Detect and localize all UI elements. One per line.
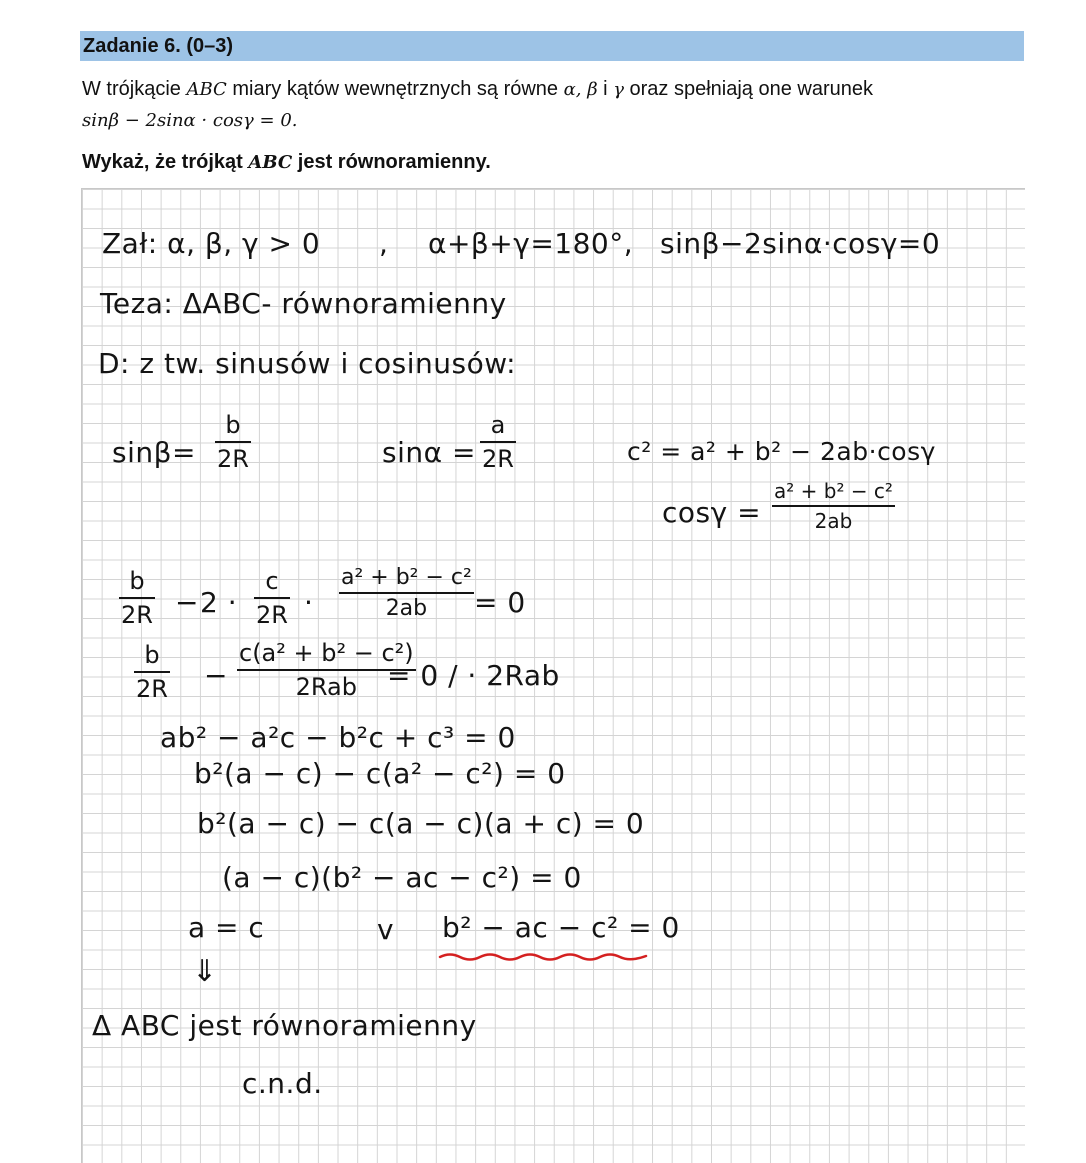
step3: ab² − a²c − b²c + c³ = 0 (160, 721, 516, 754)
fraction-bar (134, 671, 170, 673)
step1-f3-den: 2ab (385, 596, 428, 621)
step1-f2-num: c (265, 567, 279, 595)
step2-fraction-b (134, 641, 170, 703)
assumptions: Zał: α, β, γ > 0 (102, 227, 321, 260)
cos-gamma-den: 2ab (814, 509, 853, 533)
cos-gamma-lhs: cosγ = (662, 496, 762, 529)
step2-f1-den: 2R (136, 675, 168, 703)
qed: c.n.d. (242, 1067, 323, 1100)
sin-alpha-den: 2R (482, 445, 514, 473)
fraction-bar (772, 505, 895, 507)
sin-beta-num: b (225, 411, 241, 439)
step4: b²(a − c) − c(a² − c²) = 0 (194, 757, 566, 790)
triangle-abc-label: ABC (186, 79, 227, 100)
law-of-cosines: c² = a² + b² − 2ab·cosγ (627, 437, 936, 466)
prove-text-1: Wykaż, że trójkąt (82, 151, 249, 173)
statement-text-4: oraz spełniają one warunek (623, 78, 873, 100)
step1-f2-den: 2R (256, 601, 288, 629)
fraction-bar (215, 441, 251, 443)
step5: b²(a − c) − c(a − c)(a + c) = 0 (197, 807, 645, 840)
angle-gamma: γ (613, 79, 624, 100)
angles-alpha-beta: α, β (563, 79, 598, 100)
step1-f3-num: a² + b² − c² (341, 565, 472, 590)
implies-arrow: ⇓ (192, 954, 218, 989)
step1-dot: · (304, 586, 314, 619)
step1-f1-num: b (129, 567, 145, 595)
answer-grid (81, 188, 1025, 1163)
step1-two: 2 · (200, 586, 238, 619)
conclusion: Δ ABC jest równoramienny (92, 1009, 477, 1042)
step1-equals: = 0 (474, 586, 526, 619)
sin-alpha-num: a (490, 411, 506, 439)
statement-text-1: W trójkącie (82, 78, 187, 100)
step1-f1-den: 2R (121, 601, 153, 629)
sin-beta-fraction (215, 411, 251, 473)
prove-instruction (82, 148, 491, 177)
fraction-bar (480, 441, 516, 443)
step1-fraction-c (254, 567, 290, 629)
statement-text-3: i (597, 78, 614, 100)
cos-gamma-fraction (772, 479, 895, 533)
case-a-equals-c: a = c (188, 911, 265, 944)
prove-abc-label: ABC (248, 152, 293, 173)
case-second: b² − ac − c² = 0 (442, 911, 680, 944)
step1-minus: − (175, 586, 199, 619)
given-condition: sinβ−2sinα·cosγ=0 (660, 227, 941, 260)
step6: (a − c)(b² − ac − c²) = 0 (222, 861, 582, 894)
cos-gamma-num: a² + b² − c² (774, 479, 893, 503)
prove-text-2: jest równoramienny. (292, 151, 491, 173)
fraction-bar (254, 597, 290, 599)
step2-f2-num: c(a² + b² − c²) (239, 639, 414, 667)
sin-beta-lhs: sinβ= (112, 436, 196, 469)
or-symbol: v (377, 913, 395, 946)
fraction-bar (119, 597, 155, 599)
sin-alpha-fraction (480, 411, 516, 473)
proof-intro: D: z tw. sinusów i cosinusów: (98, 347, 517, 380)
step1-fraction-cos (339, 565, 474, 621)
sin-alpha-lhs: sinα = (382, 436, 476, 469)
step2-f1-num: b (144, 641, 160, 669)
red-underline (438, 949, 650, 965)
assumptions-comma: , (379, 227, 389, 260)
step2-f2-den: 2Rab (295, 673, 357, 701)
condition-formula: sinβ − 2sinα · cosγ = 0. (82, 110, 298, 131)
task-header: Zadanie 6. (0–3) (80, 31, 1024, 61)
angle-sum: α+β+γ=180°, (428, 227, 634, 260)
statement-text-2: miary kątów wewnętrznych są równe (226, 78, 564, 100)
sin-beta-den: 2R (217, 445, 249, 473)
thesis: Teza: ΔABC- równoramienny (100, 287, 507, 320)
task-statement (82, 74, 1022, 136)
step2-rest: = 0 / · 2Rab (387, 659, 560, 692)
step2-minus: − (204, 659, 228, 692)
step1-fraction-b (119, 567, 155, 629)
fraction-bar (339, 592, 474, 594)
